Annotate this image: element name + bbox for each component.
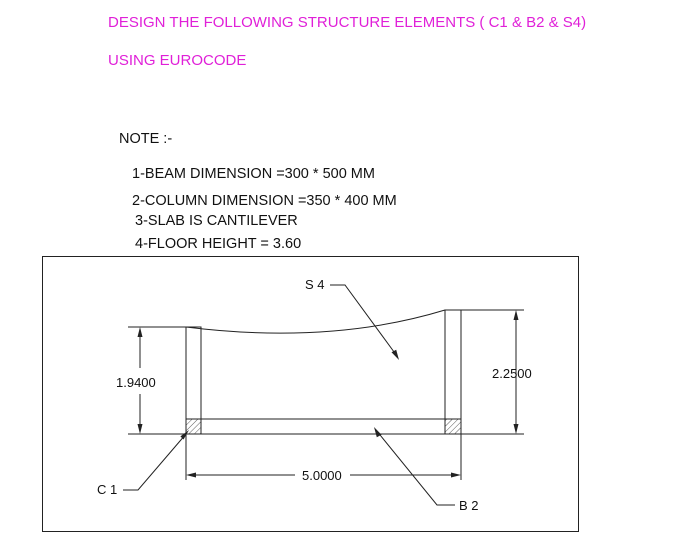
leader-s4 [330, 285, 399, 360]
dimension-span-label: 5.0000 [302, 468, 342, 483]
assignment-subtitle: USING EUROCODE [108, 52, 247, 69]
column-right [445, 310, 461, 434]
note-item-beam-dimension: 1-BEAM DIMENSION =300 * 500 MM [132, 166, 375, 182]
assignment-title: DESIGN THE FOLLOWING STRUCTURE ELEMENTS ( C1 & B2 & S4) [108, 14, 587, 31]
note-item-floor-height: 4-FLOOR HEIGHT = 3.60 [135, 236, 302, 252]
column-c1-left [186, 327, 201, 434]
leader-b2 [374, 427, 455, 505]
slab-s4 [186, 310, 445, 434]
note-title: NOTE :- [119, 131, 173, 147]
beam-label-b2: B 2 [459, 498, 479, 513]
slab-label-s4: S 4 [305, 277, 325, 292]
drawing-frame [43, 257, 579, 532]
leader-c1 [123, 430, 189, 490]
note-item-column-dimension: 2-COLUMN DIMENSION =350 * 400 MM [132, 193, 397, 209]
dimension-left-height-label: 1.9400 [116, 375, 156, 390]
note-item-slab-cantilever: 3-SLAB IS CANTILEVER [135, 213, 298, 229]
column-label-c1: C 1 [97, 482, 118, 497]
dimension-right-height-label: 2.2500 [492, 366, 532, 381]
